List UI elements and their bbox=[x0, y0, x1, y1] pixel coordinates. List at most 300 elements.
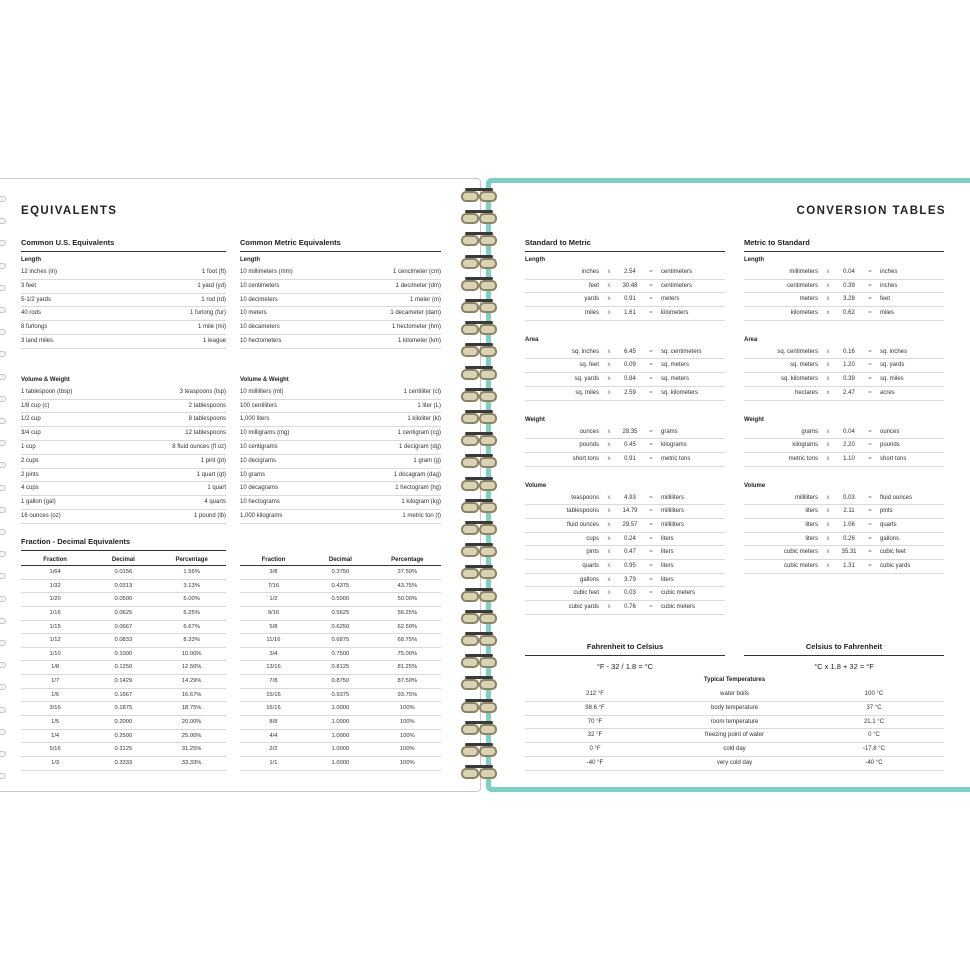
equals-sign: = bbox=[649, 376, 653, 383]
to-unit: fluid ounces bbox=[880, 494, 913, 501]
percentage-cell: 20.00% bbox=[181, 719, 202, 726]
conversion-row bbox=[744, 546, 944, 560]
equivalent-from: 1 cup bbox=[21, 443, 36, 450]
typical-temperatures bbox=[525, 688, 944, 771]
equals-sign: = bbox=[868, 508, 872, 515]
conversion-group-label: Area bbox=[744, 336, 758, 343]
equals-sign: = bbox=[649, 282, 653, 289]
page-hole bbox=[0, 707, 6, 713]
fraction-row bbox=[240, 634, 441, 648]
factor: 0.84 bbox=[624, 376, 636, 383]
to-unit: milliliters bbox=[661, 508, 684, 515]
factor: 1.10 bbox=[843, 455, 855, 462]
conversion-row bbox=[744, 453, 944, 467]
equivalent-row bbox=[21, 266, 226, 280]
to-unit: inches bbox=[880, 269, 898, 275]
temperature-row bbox=[525, 757, 944, 771]
f-to-c-formula: °F - 32 / 1.8 = °C bbox=[596, 662, 654, 671]
from-unit: cubic meters bbox=[783, 563, 818, 569]
equivalent-from: 1 gallon (gal) bbox=[21, 499, 56, 506]
decimal-cell: 1.0000 bbox=[331, 759, 350, 766]
to-unit: kilometers bbox=[661, 310, 689, 317]
conversion-group-label: Length bbox=[744, 257, 764, 263]
fraction-cell: 3/16 bbox=[49, 705, 61, 712]
conversion-row bbox=[744, 519, 944, 533]
equivalent-row bbox=[240, 321, 441, 335]
equals-sign: = bbox=[868, 521, 872, 528]
from-unit: teaspoons bbox=[571, 494, 599, 501]
times-sign: x bbox=[826, 376, 830, 383]
fraction-header-right bbox=[240, 554, 441, 566]
to-unit: sq. meters bbox=[661, 362, 690, 369]
equivalent-to: 1 liter (L) bbox=[417, 402, 441, 409]
fraction-cell: 13/16 bbox=[266, 664, 281, 671]
conversion-row bbox=[525, 601, 725, 615]
fraction-row bbox=[21, 580, 226, 594]
spiral-coil bbox=[455, 321, 505, 337]
to-unit: miles bbox=[880, 310, 895, 317]
equals-sign: = bbox=[649, 442, 653, 449]
conversion-row bbox=[525, 293, 725, 307]
times-sign: x bbox=[607, 508, 611, 515]
factor: 4.93 bbox=[624, 494, 636, 501]
from-unit: kilograms bbox=[792, 442, 818, 449]
to-unit: pints bbox=[880, 508, 893, 515]
times-sign: x bbox=[826, 310, 830, 317]
equivalent-to: 1 league bbox=[202, 337, 226, 344]
conversion-row bbox=[525, 533, 725, 547]
equivalent-from: 1 tablespoon (tbsp) bbox=[21, 388, 73, 395]
times-sign: x bbox=[607, 376, 611, 383]
times-sign: x bbox=[607, 590, 611, 597]
equals-sign: = bbox=[868, 494, 872, 501]
equivalent-from: 4 cups bbox=[21, 485, 39, 492]
from-unit: pints bbox=[586, 549, 599, 556]
factor: 0.09 bbox=[624, 362, 636, 369]
to-unit: cubic meters bbox=[661, 590, 696, 597]
fraction-row bbox=[240, 675, 441, 689]
from-unit: sq. meters bbox=[789, 362, 818, 369]
equivalent-from: 10 milligrams (mg) bbox=[240, 430, 290, 437]
equivalent-row bbox=[240, 482, 441, 496]
from-unit: sq. miles bbox=[575, 389, 599, 396]
times-sign: x bbox=[826, 296, 830, 303]
percentage-cell: 25.00% bbox=[181, 732, 202, 739]
times-sign: x bbox=[607, 348, 611, 355]
page-hole bbox=[0, 374, 6, 380]
temperature-row bbox=[525, 702, 944, 716]
conversion-row bbox=[525, 560, 725, 574]
decimal-col-header: Decimal bbox=[111, 557, 135, 563]
metric-equivalents bbox=[240, 238, 441, 524]
from-unit: gallons bbox=[579, 576, 599, 583]
from-unit: liters bbox=[805, 508, 818, 515]
fraction-cell: 2/2 bbox=[269, 746, 278, 753]
factor: 0.24 bbox=[624, 535, 636, 542]
to-unit: pounds bbox=[880, 442, 900, 449]
equivalent-to: 1 decigram (dg) bbox=[398, 443, 441, 450]
spiral-coil bbox=[455, 654, 505, 670]
from-unit: sq. centimeters bbox=[777, 348, 818, 355]
page-hole bbox=[0, 507, 6, 513]
metric-to-standard-title: Metric to Standard bbox=[744, 238, 944, 252]
to-unit: sq. inches bbox=[880, 348, 908, 355]
equivalent-from: 10 meters bbox=[240, 310, 267, 317]
equivalent-row bbox=[21, 335, 226, 349]
from-unit: cubic yards bbox=[568, 604, 599, 611]
from-unit: ounces bbox=[579, 428, 599, 435]
decimal-cell: 0.0667 bbox=[114, 623, 133, 630]
decimal-cell: 0.6875 bbox=[331, 637, 350, 644]
from-unit: sq. yards bbox=[574, 376, 599, 383]
from-unit: miles bbox=[584, 310, 599, 317]
fraction-col-header: Fraction bbox=[43, 557, 67, 563]
decimal-cell: 0.2500 bbox=[114, 732, 133, 739]
equals-sign: = bbox=[649, 348, 653, 355]
factor: 0.39 bbox=[843, 282, 855, 289]
fraction-cell: 1/5 bbox=[51, 719, 60, 726]
equivalent-to: 1 docagram (dag) bbox=[393, 471, 441, 478]
factor: 1.06 bbox=[843, 521, 855, 528]
fraction-cell: 1/8 bbox=[51, 664, 60, 671]
equals-sign: = bbox=[649, 362, 653, 369]
times-sign: x bbox=[607, 389, 611, 396]
spiral-coil bbox=[455, 765, 505, 781]
fraction-cell: 1/15 bbox=[49, 623, 61, 630]
percentage-cell: 8.33% bbox=[183, 637, 200, 644]
times-sign: x bbox=[607, 563, 611, 569]
conversion-row bbox=[525, 387, 725, 401]
conversion-row bbox=[744, 293, 944, 307]
equivalent-from: 10 hectometers bbox=[240, 337, 282, 344]
c-to-f-title: Celsius to Fahrenheit bbox=[744, 642, 944, 656]
factor: 0.39 bbox=[843, 376, 855, 383]
conversion-row bbox=[525, 373, 725, 387]
equivalent-from: 10 centigrams bbox=[240, 443, 278, 450]
conversion-row bbox=[525, 426, 725, 440]
spiral-coil bbox=[455, 299, 505, 315]
page-hole bbox=[0, 596, 6, 602]
equivalent-from: 16 ounces (oz) bbox=[21, 512, 61, 519]
metric-length-label: Length bbox=[240, 257, 260, 263]
from-unit: short tons bbox=[572, 455, 599, 462]
equivalent-row bbox=[21, 307, 226, 321]
fraction-cell: 9/16 bbox=[267, 609, 280, 616]
equivalent-to: 1 decimeter (dm) bbox=[395, 282, 441, 289]
percentage-cell: 3.13% bbox=[183, 582, 200, 589]
factor: 0.16 bbox=[843, 348, 855, 355]
times-sign: x bbox=[826, 269, 830, 275]
percentage-cell: 87.50% bbox=[397, 678, 418, 685]
fraction-row bbox=[21, 621, 226, 635]
equivalent-from: 100 centiliters bbox=[240, 402, 278, 409]
equivalent-to: 1 cencimeter (cm) bbox=[392, 269, 441, 275]
equivalent-to: 1 hectometer (hm) bbox=[391, 324, 441, 331]
to-unit: centimeters bbox=[661, 269, 693, 275]
celsius-to-fahrenheit bbox=[744, 642, 944, 671]
spiral-coil bbox=[455, 366, 505, 382]
conversion-row bbox=[744, 359, 944, 373]
factor: 6.45 bbox=[624, 348, 636, 355]
to-unit: short tons bbox=[880, 455, 907, 462]
equivalent-to: 1 meter (m) bbox=[409, 296, 441, 303]
fraction-row bbox=[21, 593, 226, 607]
times-sign: x bbox=[826, 549, 830, 556]
conversion-row bbox=[744, 426, 944, 440]
conversion-row bbox=[744, 373, 944, 387]
decimal-cell: 0.5625 bbox=[331, 609, 350, 616]
fraction-cell: 1/2 bbox=[269, 596, 278, 603]
times-sign: x bbox=[826, 455, 830, 462]
fraction-header-left bbox=[21, 554, 226, 566]
f-to-c-title: Fahrenheit to Celsius bbox=[525, 642, 725, 656]
equivalent-from: 10 millimeters (mm) bbox=[240, 269, 293, 275]
spiral-coil bbox=[455, 743, 505, 759]
fraction-cell: 7/8 bbox=[269, 678, 278, 685]
fraction-row bbox=[21, 675, 226, 689]
times-sign: x bbox=[607, 428, 611, 435]
equals-sign: = bbox=[649, 508, 653, 515]
equivalent-row bbox=[21, 510, 226, 524]
fraction-cell: 16/16 bbox=[266, 705, 281, 712]
factor: 0.03 bbox=[843, 494, 855, 501]
conversion-row bbox=[744, 280, 944, 294]
temperature-description: very cold day bbox=[716, 759, 753, 766]
decimal-cell: 1.0000 bbox=[331, 705, 350, 712]
percentage-cell: 1.56% bbox=[183, 569, 200, 575]
factor: 0.04 bbox=[843, 428, 855, 435]
spiral-coil bbox=[455, 432, 505, 448]
from-unit: inches bbox=[581, 269, 599, 275]
factor: 3.79 bbox=[624, 576, 636, 583]
equivalent-from: 1,000 liters bbox=[240, 416, 270, 423]
fraction-cell: 1/16 bbox=[49, 609, 61, 616]
typical-temperatures-title: Typical Temperatures bbox=[703, 677, 766, 683]
to-unit: centimeters bbox=[661, 282, 693, 289]
fraction-cell: 1/12 bbox=[49, 637, 61, 644]
factor: 35.31 bbox=[841, 549, 857, 556]
fraction-row bbox=[240, 648, 441, 662]
equals-sign: = bbox=[649, 494, 653, 501]
page-hole bbox=[0, 396, 6, 402]
times-sign: x bbox=[607, 535, 611, 542]
times-sign: x bbox=[607, 442, 611, 449]
to-unit: cubic feet bbox=[880, 549, 906, 556]
factor: 0.95 bbox=[624, 563, 636, 569]
conversion-row bbox=[744, 346, 944, 360]
page-hole bbox=[0, 485, 6, 491]
fraction-row bbox=[21, 661, 226, 675]
conversion-row bbox=[744, 307, 944, 321]
equivalent-row bbox=[240, 400, 441, 414]
fraction-cell: 15/16 bbox=[266, 691, 281, 698]
equivalent-row bbox=[240, 427, 441, 441]
times-sign: x bbox=[607, 269, 611, 275]
percentage-cell: 33.33% bbox=[181, 759, 202, 766]
fraction-cell: 1/3 bbox=[51, 759, 60, 766]
conversion-row bbox=[525, 574, 725, 588]
to-unit: grams bbox=[661, 428, 678, 435]
us-volume-label: Volume & Weight bbox=[21, 376, 70, 383]
temperature-description: freezing point of water bbox=[704, 732, 765, 739]
decimal-cell: 0.8125 bbox=[331, 664, 350, 671]
conversion-row bbox=[525, 492, 725, 506]
fraction-row bbox=[21, 730, 226, 744]
spiral-coil bbox=[455, 676, 505, 692]
equivalent-to: 8 fluid ounces (fl oz) bbox=[172, 443, 226, 450]
times-sign: x bbox=[826, 535, 830, 542]
decimal-cell: 0.7500 bbox=[331, 650, 350, 657]
conversion-group-label: Weight bbox=[525, 416, 545, 423]
equivalent-to: 1 decameter (dam) bbox=[390, 310, 441, 317]
factor: 0.47 bbox=[624, 549, 636, 556]
equivalent-row bbox=[240, 441, 441, 455]
decimal-cell: 0.0313 bbox=[114, 582, 133, 589]
equivalent-row bbox=[240, 294, 441, 308]
equivalent-row bbox=[240, 455, 441, 469]
fraction-row bbox=[240, 661, 441, 675]
metric-equivalents-title: Common Metric Equivalents bbox=[240, 238, 441, 252]
page-hole bbox=[0, 529, 6, 535]
equals-sign: = bbox=[868, 455, 872, 462]
decimal-cell: 0.1429 bbox=[114, 678, 133, 685]
to-unit: acres bbox=[880, 389, 895, 396]
times-sign: x bbox=[607, 576, 611, 583]
equivalent-to: 1 centiliter (cl) bbox=[403, 388, 441, 395]
times-sign: x bbox=[826, 389, 830, 396]
temperature-row bbox=[525, 729, 944, 743]
equivalent-to: 1 centigram (cg) bbox=[397, 430, 441, 437]
equals-sign: = bbox=[868, 282, 872, 289]
decimal-cell: 1.0000 bbox=[331, 719, 350, 726]
equivalent-from: 40 rods bbox=[21, 310, 42, 317]
factor: 29.57 bbox=[622, 521, 638, 528]
equivalent-row bbox=[240, 413, 441, 427]
to-unit: liters bbox=[661, 535, 674, 542]
fraction-cell: 1/20 bbox=[49, 596, 61, 603]
to-unit: inches bbox=[880, 282, 898, 289]
conversion-group-label: Volume bbox=[744, 482, 766, 489]
to-unit: liters bbox=[661, 549, 674, 556]
factor: 3.28 bbox=[843, 296, 855, 303]
fraction-row bbox=[240, 566, 441, 580]
fraction-row bbox=[240, 689, 441, 703]
fraction-cell: 1/4 bbox=[51, 732, 60, 739]
equivalent-row bbox=[240, 335, 441, 349]
to-unit: ounces bbox=[880, 428, 900, 435]
equivalent-from: 10 decameters bbox=[240, 324, 280, 331]
equals-sign: = bbox=[649, 296, 653, 303]
decimal-cell: 0.1875 bbox=[114, 705, 133, 712]
equals-sign: = bbox=[868, 269, 872, 275]
equivalent-to: 1 gram (g) bbox=[413, 457, 441, 464]
to-unit: sq. yards bbox=[880, 362, 905, 369]
percentage-cell: 18.75% bbox=[181, 705, 202, 712]
percentage-cell: 37.50% bbox=[397, 569, 418, 575]
spiral-coil bbox=[455, 255, 505, 271]
times-sign: x bbox=[607, 549, 611, 556]
factor: 14.79 bbox=[622, 508, 638, 515]
percentage-cell: 31.25% bbox=[181, 746, 202, 753]
factor: 0.76 bbox=[624, 604, 636, 611]
fraction-cell: 11/16 bbox=[266, 637, 281, 644]
equals-sign: = bbox=[868, 348, 872, 355]
conversion-group-label: Volume bbox=[525, 482, 547, 489]
spiral-coil bbox=[455, 588, 505, 604]
percentage-cell: 10.00% bbox=[181, 650, 202, 657]
times-sign: x bbox=[607, 494, 611, 501]
equivalent-from: 3/4 cup bbox=[21, 430, 41, 437]
equals-sign: = bbox=[868, 428, 872, 435]
factor: 1.31 bbox=[843, 563, 855, 569]
fraction-row bbox=[240, 757, 441, 771]
spiral-coil bbox=[455, 610, 505, 626]
equivalent-to: 1 pound (lb) bbox=[193, 512, 226, 519]
conversion-row bbox=[525, 453, 725, 467]
page-hole bbox=[0, 285, 6, 291]
times-sign: x bbox=[826, 508, 830, 515]
equals-sign: = bbox=[868, 310, 872, 317]
celsius-value: 37 °C bbox=[866, 704, 882, 711]
percentage-cell: 93.75% bbox=[397, 691, 418, 698]
fahrenheit-value: 70 °F bbox=[587, 718, 603, 725]
decimal-cell: 0.9375 bbox=[331, 691, 350, 698]
times-sign: x bbox=[826, 521, 830, 528]
equals-sign: = bbox=[649, 428, 653, 435]
decimal-cell: 0.2000 bbox=[114, 719, 133, 726]
factor: 0.04 bbox=[843, 269, 855, 275]
conversion-row bbox=[744, 266, 944, 280]
to-unit: metric tons bbox=[661, 455, 691, 462]
equivalent-to: 12 tablespoons bbox=[185, 430, 226, 437]
spiral-coil bbox=[455, 521, 505, 537]
times-sign: x bbox=[607, 296, 611, 303]
from-unit: yards bbox=[584, 296, 599, 303]
percentage-cell: 100% bbox=[399, 719, 415, 726]
equivalent-from: 3 feet bbox=[21, 282, 37, 289]
equivalent-row bbox=[21, 294, 226, 308]
factor: 2.20 bbox=[843, 442, 855, 449]
factor: 1.61 bbox=[624, 310, 636, 317]
fraction-row bbox=[240, 730, 441, 744]
fahrenheit-value: 0 °F bbox=[589, 746, 601, 753]
to-unit: kilograms bbox=[661, 442, 687, 449]
equals-sign: = bbox=[649, 535, 653, 542]
from-unit: millimeters bbox=[789, 269, 818, 275]
times-sign: x bbox=[826, 348, 830, 355]
equivalent-from: 12 inches (in) bbox=[21, 269, 58, 275]
equivalent-from: 10 hectograms bbox=[240, 499, 280, 506]
factor: 28.35 bbox=[622, 428, 638, 435]
to-unit: liters bbox=[661, 576, 674, 583]
fraction-cell: 4/4 bbox=[269, 732, 278, 739]
decimal-cell: 0.4375 bbox=[331, 582, 350, 589]
decimal-cell: 0.1250 bbox=[114, 664, 133, 671]
fraction-cell: 1/7 bbox=[51, 678, 60, 685]
equivalent-from: 8 furlongs bbox=[21, 324, 48, 331]
metric-volume-label: Volume & Weight bbox=[240, 376, 289, 383]
to-unit: cubic yards bbox=[880, 563, 911, 569]
celsius-value: -40 °C bbox=[865, 759, 883, 766]
spiral-coil bbox=[455, 343, 505, 359]
conversion-row bbox=[744, 533, 944, 547]
equivalent-row bbox=[21, 441, 226, 455]
to-unit: gallons bbox=[880, 535, 900, 542]
percentage-cell: 50.00% bbox=[397, 596, 418, 603]
factor: 0.91 bbox=[624, 455, 636, 462]
to-unit: feet bbox=[880, 296, 891, 303]
equivalent-from: 1/2 cup bbox=[21, 416, 41, 423]
